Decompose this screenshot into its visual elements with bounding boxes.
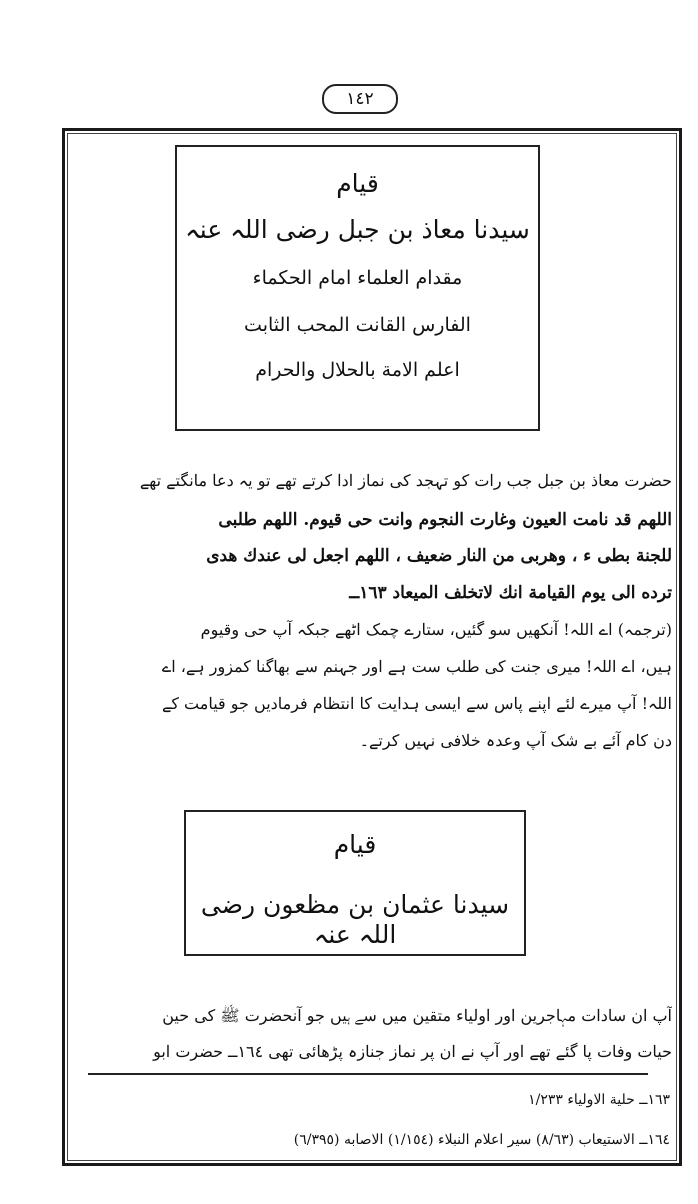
page-number: ١٤٢ [322,84,398,114]
companion-name: سیدنا معاذ بن جبل رضی اللہ عنہ [185,215,530,244]
body-line: آپ ان سادات مہاجرین اور اولیاء متقین میں سے ہیں جو آنحضرت ﷺ کی حین [162,1006,672,1025]
title-line: الفارس القانت المحب الثابت [244,313,471,336]
footnote: ١٦٤ــ الاستیعاب (٨/٦٣) سیر اعلام النبلاء (١/١٥٤) الاصابه (٦/٣٩٥) [293,1132,670,1148]
title-box-uthman [184,810,526,956]
arabic-dua-line: ترده الی یوم القیامة انك لاتخلف المیعاد ١٦٣ــ [349,583,672,603]
box-heading: قیام [333,830,377,859]
translation-line: دن کام آئے بے شک آپ وعدہ خلافی نہیں کرتے۔ [359,731,672,750]
box-heading: قیام [336,169,379,198]
dua-section [110,464,672,759]
translation-line: ہیں، اے اللہ! میری جنت کی طلب ست ہے اور جہنم سے بھاگنا کمزور ہے، اے [161,657,672,676]
title-box-muadh [175,145,540,431]
arabic-dua-line: للجنة بطی ء ، وھربی من النار ضعیف ، اللھم اجعل لی عندك ھدی [206,546,672,566]
footnote-divider [88,1073,648,1075]
footnote: ١٦٣ــ حلیة الاولیاء ١/٢٣٣ [528,1092,670,1108]
uthman-section [110,998,672,1070]
companion-name: سیدنا عثمان بن مظعون رضی اللہ عنہ [200,890,510,949]
translation-line: اللہ! آپ میرے لئے اپنے پاس سے ایسی ہدایت کا انتظام فرمادیں جو قیامت کے [161,694,672,713]
arabic-dua-line: اللھم قد نامت العیون وغارت النجوم وانت حی قیوم. اللھم طلبی [218,510,672,530]
title-line: مقدام العلماء امام الحکماء [252,267,463,289]
title-line: اعلم الامة بالحلال والحرام [255,358,460,381]
translation-line: (ترجمہ) اے اللہ! آنکھیں سو گئیں، ستارے چمک اٹھے جبکہ آپ حی وقیوم [200,620,672,639]
footnotes [110,1080,670,1160]
intro-line: حضرت معاذ بن جبل جب رات کو تہجد کی نماز ادا کرتے تھے تو یہ دعا مانگتے تھے [139,471,672,490]
body-line: حیات وفات پا گئے تھے اور آپ نے ان پر نماز جنازہ پڑھائی تھی ١٦٤ــ حضرت ابو [153,1042,672,1061]
